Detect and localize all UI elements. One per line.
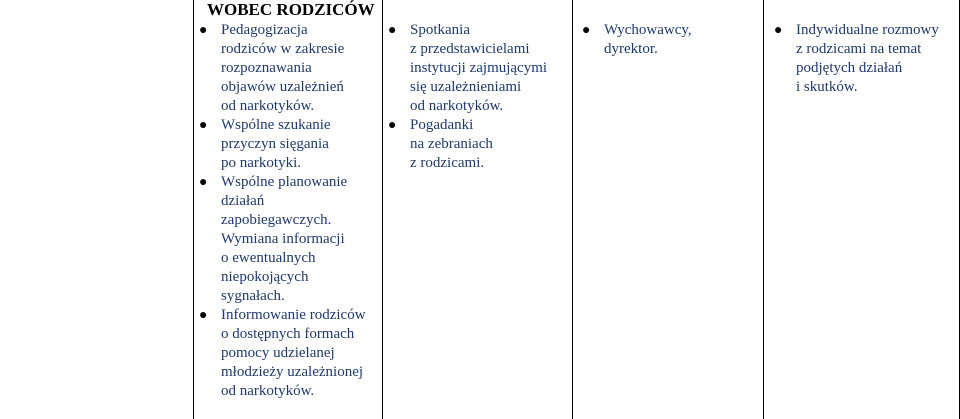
table-column-responsible xyxy=(573,0,764,419)
list-item-line: rozpoznawania xyxy=(221,60,312,76)
bullet-icon: ● xyxy=(774,23,783,38)
list-item-line: Spotkania xyxy=(410,22,470,38)
list-item-line: zapobiegawczych. xyxy=(221,212,332,228)
table-column-0 xyxy=(0,0,194,419)
list-item xyxy=(199,116,381,173)
list-item-line: o ewentualnych xyxy=(221,250,316,266)
evaluation-list xyxy=(774,21,960,97)
responsible-list xyxy=(582,21,754,59)
list-item-line: instytucji zajmującymi xyxy=(410,60,548,76)
list-item xyxy=(388,21,575,116)
list-item-line: Pogadanki xyxy=(410,117,474,133)
list-item xyxy=(774,21,960,97)
list-item xyxy=(388,116,575,173)
activities-list xyxy=(199,21,381,401)
list-item-line: Informowanie rodziców xyxy=(221,307,366,323)
bullet-icon: ● xyxy=(388,118,397,133)
list-item-line: z przedstawicielami xyxy=(410,41,530,57)
list-item xyxy=(199,21,381,116)
list-item-line: od narkotyków. xyxy=(221,98,315,114)
list-item-line: Pedagogizacja xyxy=(221,22,308,38)
list-item-line: o dostępnych formach xyxy=(221,326,355,342)
bullet-icon: ● xyxy=(199,175,208,190)
list-item-line: Wspólne planowanie xyxy=(221,174,348,190)
list-item-line: Wymiana informacji xyxy=(221,231,345,247)
list-item-line: przyczyn sięgania xyxy=(221,136,329,152)
bullet-icon: ● xyxy=(199,118,208,133)
list-item-line: Indywidualne rozmowy xyxy=(796,22,939,38)
list-item-line: z rodzicami na temat xyxy=(796,41,922,57)
list-item-line: niepokojących xyxy=(221,269,309,285)
list-item-line: pomocy udzielanej xyxy=(221,345,335,361)
list-item-line: się uzależnieniami xyxy=(410,79,522,95)
methods-list xyxy=(388,21,575,173)
list-item-line: po narkotyki. xyxy=(221,155,301,171)
section-heading: WOBEC RODZICÓW xyxy=(207,0,375,19)
list-item-line: rodziców w zakresie xyxy=(221,41,345,57)
bullet-icon: ● xyxy=(199,308,208,323)
list-item-line: młodzieży uzależnionej xyxy=(221,364,364,380)
list-item xyxy=(199,173,381,306)
list-item-line: objawów uzależnień xyxy=(221,79,344,95)
list-item-line: Wychowawcy, xyxy=(604,22,692,38)
list-item-line: od narkotyków. xyxy=(410,98,504,114)
list-item-line: działań xyxy=(221,193,265,209)
list-item xyxy=(582,21,754,59)
list-item-line: i skutków. xyxy=(796,79,858,95)
list-item-line: z rodzicami. xyxy=(410,155,485,171)
list-item-line: od narkotyków. xyxy=(221,383,315,399)
list-item xyxy=(199,306,381,401)
list-item-line: podjętych działań xyxy=(796,60,903,76)
list-item-line: Wspólne szukanie xyxy=(221,117,331,133)
list-item-line: sygnałach. xyxy=(221,288,285,304)
bullet-icon: ● xyxy=(199,23,208,38)
bullet-icon: ● xyxy=(582,23,591,38)
bullet-icon: ● xyxy=(388,23,397,38)
list-item-line: dyrektor. xyxy=(604,41,658,57)
list-item-line: na zebraniach xyxy=(410,136,493,152)
